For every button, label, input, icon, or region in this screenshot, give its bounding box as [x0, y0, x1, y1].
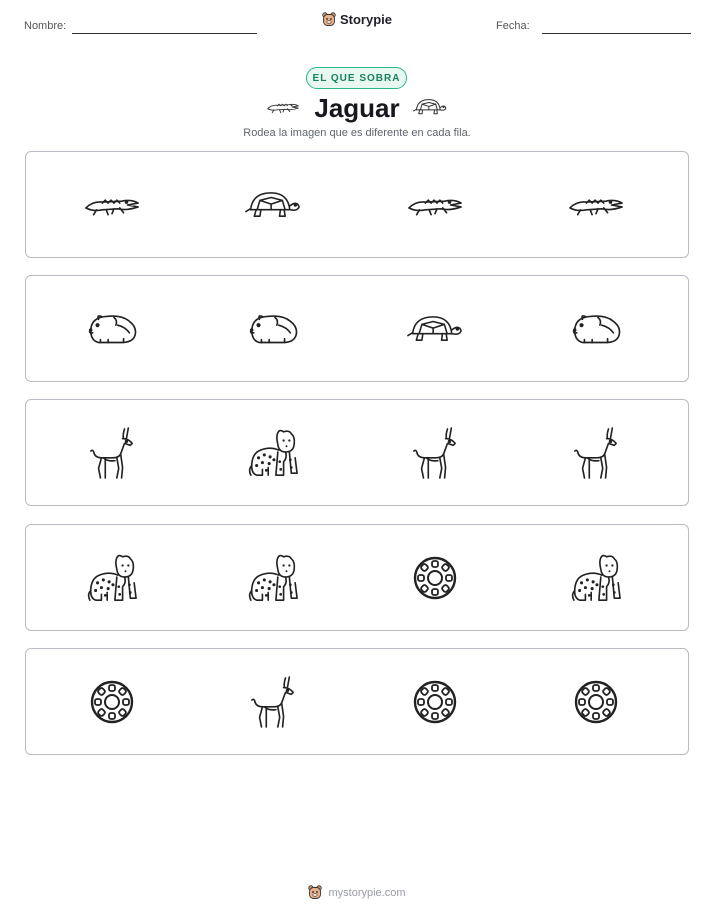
gazelle-picture[interactable] [67, 400, 157, 505]
bear-mascot-icon [322, 12, 336, 27]
jaguar-picture[interactable] [67, 525, 157, 630]
jaguar-picture[interactable] [228, 400, 318, 505]
gazelle-icon [411, 425, 459, 481]
date-field[interactable] [542, 33, 691, 34]
brand-logo [0, 12, 714, 27]
jaguar-icon [247, 552, 299, 604]
bear-mascot-icon [308, 885, 322, 900]
crocodile-picture[interactable] [551, 152, 641, 257]
footer [0, 885, 714, 900]
name-label: Nombre: [24, 20, 67, 32]
guinea-pig-picture[interactable] [551, 276, 641, 381]
jaguar-icon [86, 552, 138, 604]
crocodile-icon [406, 192, 464, 218]
ring-icon [412, 679, 458, 725]
ring-picture[interactable] [67, 649, 157, 754]
exercise-row-3 [25, 399, 689, 506]
turtle-picture[interactable] [390, 276, 480, 381]
activity-badge: EL QUE SOBRA [306, 67, 407, 89]
turtle-picture[interactable] [228, 152, 318, 257]
ring-icon [89, 679, 135, 725]
guinea-pig-picture[interactable] [67, 276, 157, 381]
exercise-row-4 [25, 524, 689, 631]
ring-picture[interactable] [390, 649, 480, 754]
crocodile-icon [567, 192, 625, 218]
turtle-icon [245, 189, 301, 221]
exercise-row-5 [25, 648, 689, 755]
exercise-row-1 [25, 151, 689, 258]
footer-site: mystorypie.com [328, 886, 406, 899]
gazelle-icon [88, 425, 136, 481]
gazelle-icon [249, 674, 297, 730]
turtle-icon [407, 313, 463, 345]
instructions: Rodea la imagen que es diferente en cada fila. [243, 127, 471, 139]
ring-picture[interactable] [390, 525, 480, 630]
page-title: Jaguar [314, 93, 400, 123]
crocodile-icon [83, 192, 141, 218]
jaguar-picture[interactable] [551, 525, 641, 630]
crocodile-picture[interactable] [67, 152, 157, 257]
guinea-pig-icon [569, 311, 623, 347]
crocodile-picture[interactable] [390, 152, 480, 257]
gazelle-picture[interactable] [228, 649, 318, 754]
ring-picture[interactable] [551, 649, 641, 754]
guinea-pig-picture[interactable] [228, 276, 318, 381]
brand-name: Storypie [339, 12, 392, 27]
ring-icon [573, 679, 619, 725]
jaguar-icon [570, 552, 622, 604]
turtle-icon [413, 97, 447, 117]
exercise-row-2 [25, 275, 689, 382]
gazelle-picture[interactable] [390, 400, 480, 505]
guinea-pig-icon [246, 311, 300, 347]
jaguar-icon [247, 427, 299, 479]
jaguar-picture[interactable] [228, 525, 318, 630]
name-field[interactable] [72, 33, 257, 34]
gazelle-icon [572, 425, 620, 481]
guinea-pig-icon [85, 311, 139, 347]
date-label: Fecha: [496, 20, 530, 32]
ring-icon [412, 555, 458, 601]
gazelle-picture[interactable] [551, 400, 641, 505]
